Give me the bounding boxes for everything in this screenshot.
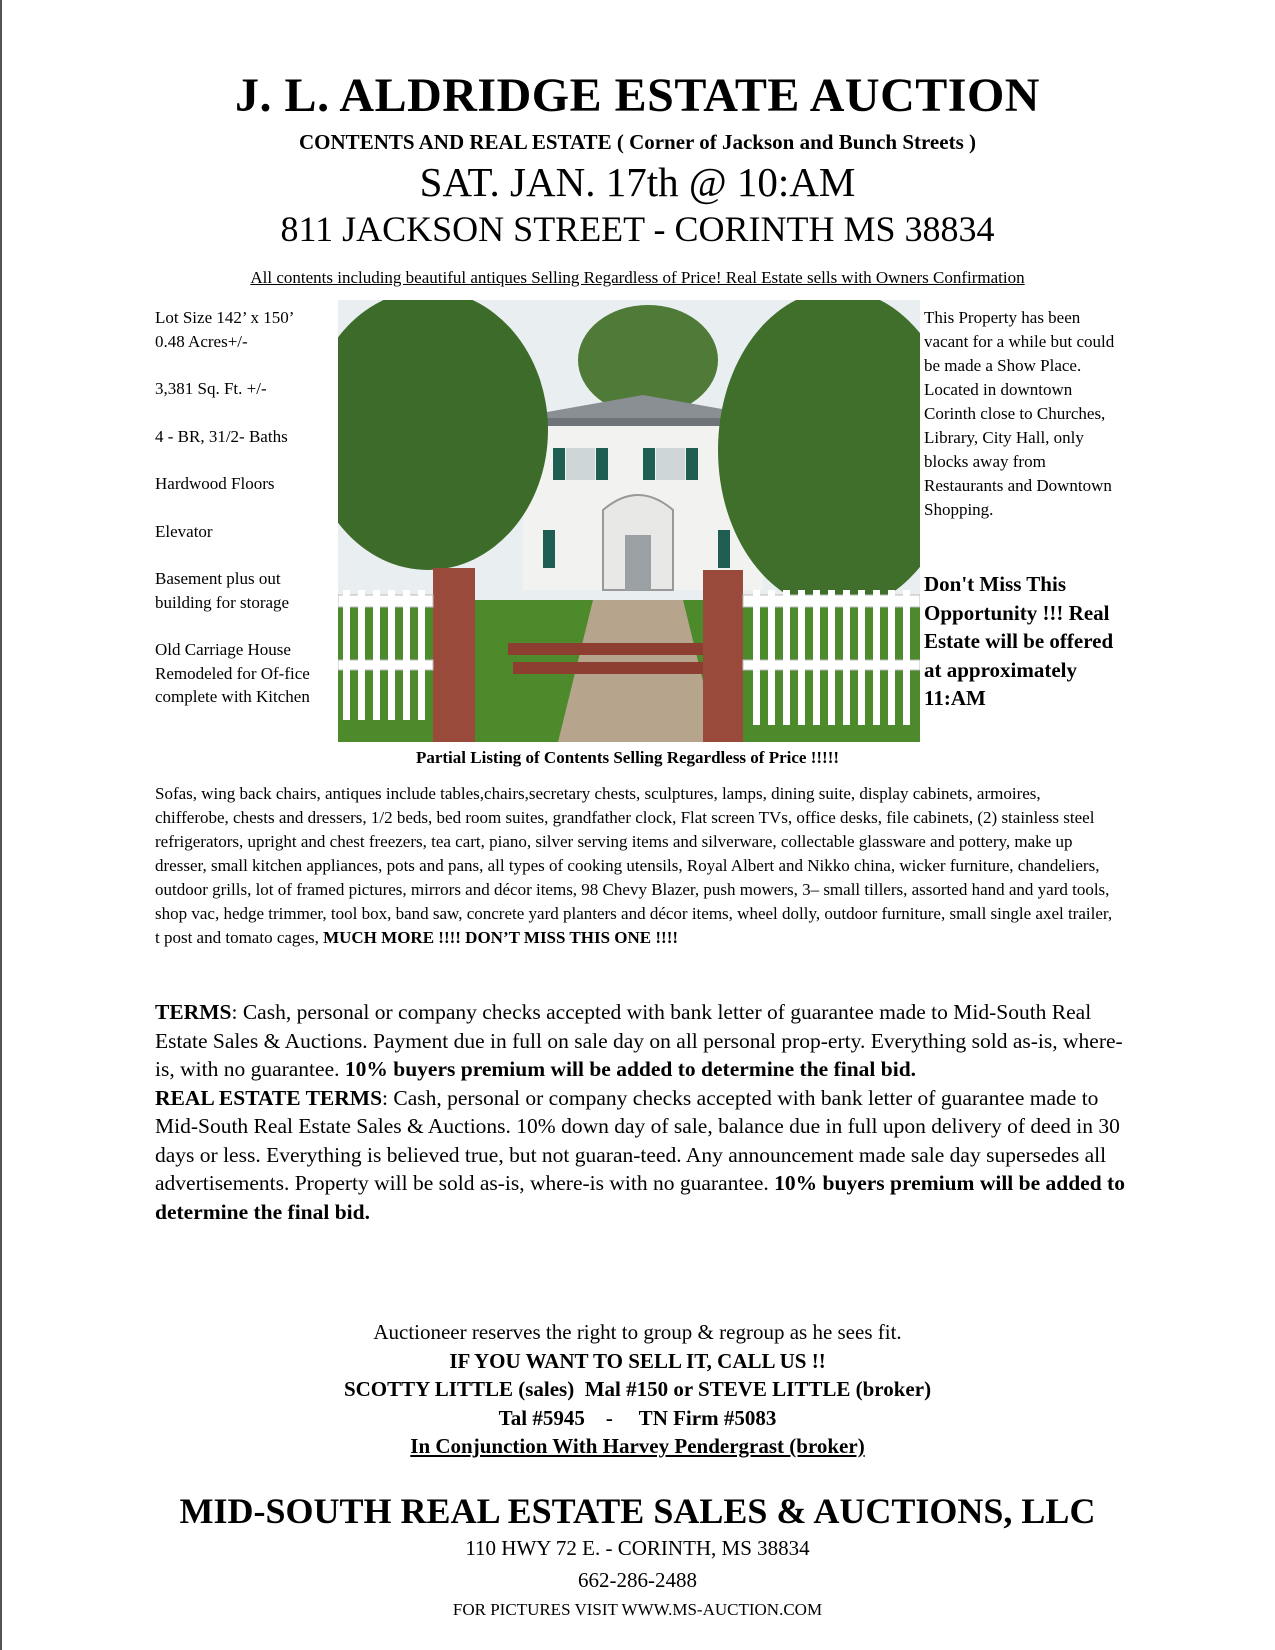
terms-premium: 10% buyers premium will be added to determine the final bid. [344, 1057, 917, 1081]
real-estate-terms [155, 1084, 1125, 1227]
general-terms [155, 998, 1125, 1084]
feature-basement: Basement plus out building for storage [155, 569, 290, 612]
feature-floors: Hardwood Floors [155, 474, 275, 493]
feature-elevator: Elevator [155, 521, 213, 541]
auction-title: J. L. ALDRIDGE ESTATE AUCTION [235, 69, 1040, 122]
contact-names: SCOTTY LITTLE (sales) Mal #150 or STEVE LITTLE (broker) [343, 1377, 932, 1401]
terms-text: : Cash, personal or company checks accepted with bank letter of guarantee made to Mid-South Real Estate Sales & Auctions. Payment due in full on sale day on all personal prop-erty. Everything sold as-is, where-is, with no guarantee. [155, 1000, 1123, 1081]
terms-label: TERMS [155, 1000, 232, 1024]
company-website: FOR PICTURES VISIT WWW.MS-AUCTION.COM [452, 1600, 823, 1619]
feature-square-feet: 3,381 Sq. Ft. +/- [155, 379, 267, 398]
auction-address: 811 JACKSON STREET - CORINTH MS 38834 [280, 209, 995, 249]
call-us: IF YOU WANT TO SELL IT, CALL US !! [449, 1348, 826, 1373]
company-address: 110 HWY 72 E. - CORINTH, MS 38834 [465, 1536, 810, 1560]
opportunity-callout: Don't Miss This Opportunity !!! Real Estate will be offered at approximately 11:AM [924, 572, 1114, 710]
contents-list [155, 782, 1115, 950]
conjunction-broker: In Conjunction With Harvey Pendergrast (broker) [410, 1434, 865, 1458]
feature-bedrooms-baths: 4 - BR, 31/2- Baths [155, 426, 288, 446]
auctioneer-note: Auctioneer reserves the right to group & regroup as he sees fit. [373, 1320, 902, 1344]
auction-tagline: All contents including beautiful antiques Selling Regardless of Price! Real Estate sells with Owners Confirmation [250, 268, 1025, 287]
real-estate-terms-premium: 10% buyers premium will be added to determine the final bid. [155, 1171, 1125, 1224]
house-photo [338, 300, 920, 742]
feature-lot-size: Lot Size 142’ x 150’ 0.48 Acres+/- [155, 308, 295, 351]
real-estate-terms-text: : Cash, personal or company checks accepted with bank letter of guarantee made to Mid-South Real Estate Sales & Auctions. 10% down day of sale, balance due in full upon delivery of deed in 30 days or less. Everything is believed true, but not guaran-teed. Any announcement made sale day supersedes all advertisements. Property will be sold as-is, where-is with no guarantee. [155, 1085, 1120, 1195]
contact-section [0, 1318, 1275, 1461]
property-features [155, 306, 330, 733]
contents-items: Sofas, wing back chairs, antiques include tables,chairs,secretary chests, sculptures, lamps, dining suite, display cabinets, armoires, chifferobe, chests and dressers, 1/2 beds, bed room suites, grandfather clock, Flat screen TVs, office desks, file cabinets, (2) stainless steel refrigerators, upright and chest freezers, tea cart, piano, silver serving items and silverware, collectable glassware and pottery, make up dresser, small kitchen appliances, pots and pans, all types of cooking utensils, Royal Albert and Nikko china, wicker furniture, chandeliers, outdoor grills, lot of framed pictures, mirrors and décor items, 98 Chevy Blazer, push mowers, 3– small tillers, assorted hand and yard tools, shop vac, hedge trimmer, tool box, band saw, concrete yard planters and décor items, wheel dolly, outdoor furniture, small single axel trailer, t post and tomato cages, [155, 784, 1113, 947]
property-description: This Property has been vacant for a while but could be made a Show Place. Located in downtown Corinth close to Churches, Library, City Hall, only blocks away from Restaurants and Downtown Shopping. [924, 308, 1115, 519]
terms-section [155, 998, 1125, 1226]
contents-caption: Partial Listing of Contents Selling Regardless of Price !!!!! [415, 748, 840, 767]
real-estate-terms-label: REAL ESTATE TERMS [155, 1085, 383, 1110]
feature-carriage-house: Old Carriage House Remodeled for Of-fice complete with Kitchen [155, 640, 310, 706]
license-numbers: Tal #5945 - TN Firm #5083 [498, 1405, 777, 1430]
company-name: MID-SOUTH REAL ESTATE SALES & AUCTIONS, LLC [179, 1491, 1096, 1531]
contents-closing: MUCH MORE !!!! DON’T MISS THIS ONE !!!! [323, 928, 679, 947]
company-phone: 662-286-2488 [578, 1568, 697, 1592]
auction-date: SAT. JAN. 17th @ 10:AM [419, 159, 856, 205]
house-illustration [338, 300, 920, 742]
auction-subtitle: CONTENTS AND REAL ESTATE ( Corner of Jackson and Bunch Streets ) [299, 130, 976, 154]
